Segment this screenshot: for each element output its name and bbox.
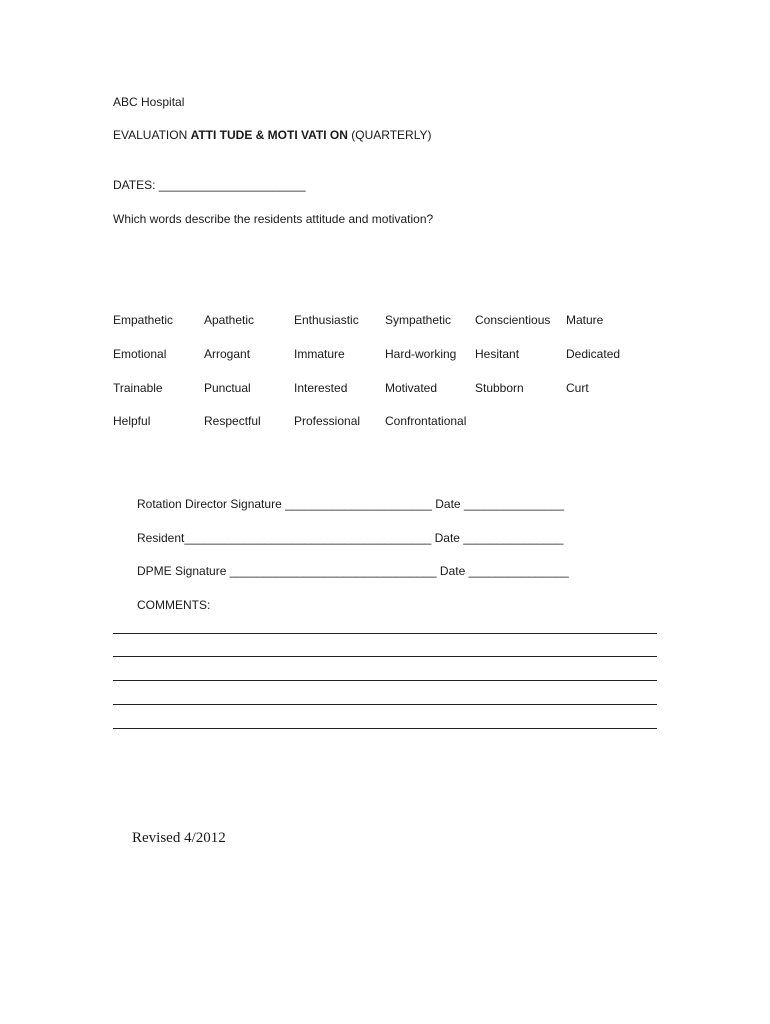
word-apathetic: Apathetic [204,313,255,327]
word-arrogant: Arrogant [204,347,251,361]
comments-label: COMMENTS: [137,598,211,612]
word-confrontational: Confrontational [385,414,467,428]
word-sympathetic: Sympathetic [385,313,452,327]
comment-line [113,704,657,705]
word-immature: Immature [294,347,345,361]
word-helpful: Helpful [113,414,151,428]
word-motivated: Motivated [385,381,438,395]
rotation-director-signature-line: Rotation Director Signature ______________________ Date _______________ [137,497,565,511]
word-hard-working: Hard-working [385,347,457,361]
word-dedicated: Dedicated [566,347,621,361]
title-suffix: (QUARTERLY) [347,128,432,142]
dates-field: DATES: ______________________ [113,178,306,192]
resident-signature-line: Resident_____________________________________ Date _______________ [137,531,564,545]
word-respectful: Respectful [204,414,261,428]
form-title [113,128,431,142]
word-empathetic: Empathetic [113,313,174,327]
comment-line [113,728,657,729]
revision-note: Revised 4/2012 [132,830,226,846]
dpme-signature-line: DPME Signature _______________________________ Date _______________ [137,564,569,578]
word-hesitant: Hesitant [475,347,520,361]
comment-line [113,656,657,657]
question-text: Which words describe the residents attitude and motivation? [113,212,434,226]
word-professional: Professional [294,414,361,428]
word-curt: Curt [566,381,589,395]
title-bold: ATTI TUDE & MOTI VATI ON [190,128,348,142]
comment-line [113,680,657,681]
word-punctual: Punctual [204,381,251,395]
title-prefix: EVALUATION [113,128,191,142]
word-stubborn: Stubborn [475,381,524,395]
word-trainable: Trainable [113,381,163,395]
hospital-name: ABC Hospital [113,95,185,109]
word-interested: Interested [294,381,348,395]
word-emotional: Emotional [113,347,167,361]
word-conscientious: Conscientious [475,313,551,327]
word-enthusiastic: Enthusiastic [294,313,359,327]
word-mature: Mature [566,313,604,327]
comment-line [113,633,657,634]
